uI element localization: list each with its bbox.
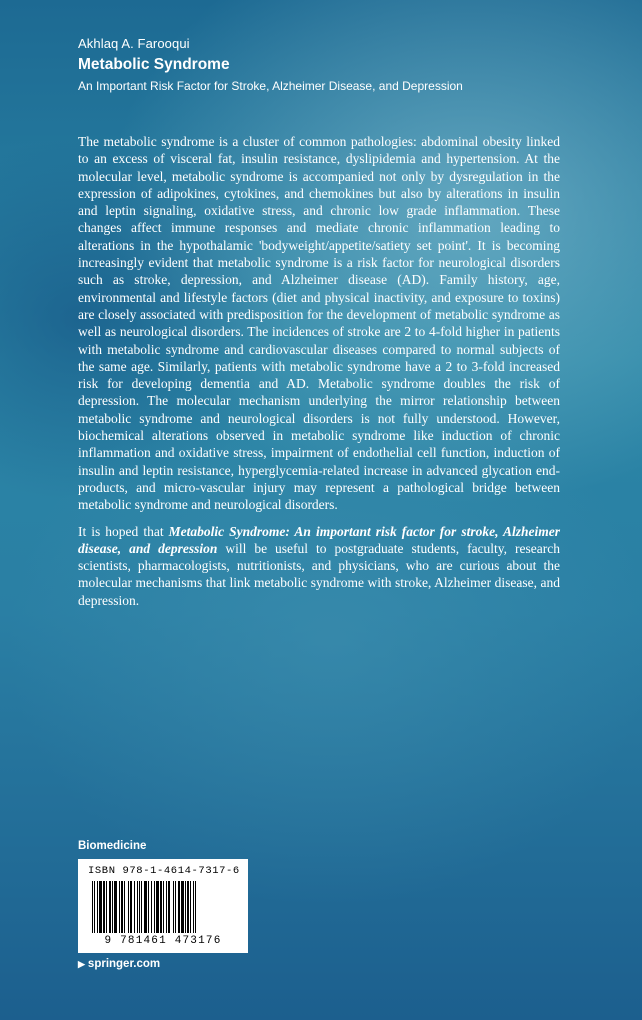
barcode-bar <box>181 881 184 933</box>
barcode-bar <box>148 881 149 933</box>
website-link[interactable] <box>78 958 160 970</box>
barcode-bar <box>128 881 129 933</box>
barcode-bar <box>121 881 123 933</box>
header <box>78 36 463 93</box>
barcode-bar <box>106 881 107 933</box>
description <box>78 133 560 609</box>
paragraph-2-intro: It is hoped that <box>78 523 164 539</box>
barcode-bar <box>103 881 105 933</box>
barcode-bar <box>160 881 162 933</box>
barcode-bar <box>166 881 167 933</box>
barcode-bar <box>92 881 93 933</box>
paragraph-2-book-title: Metabolic Syndrome: An important risk factor for stroke, Alzheimer disease, and depression <box>78 523 560 556</box>
barcode-bar <box>112 881 113 933</box>
website-text: springer.com <box>87 958 161 970</box>
barcode-bar <box>187 881 189 933</box>
description-paragraph-2 <box>78 523 560 609</box>
barcode-bar <box>193 881 194 933</box>
barcode-bar <box>154 881 155 933</box>
barcode-bar <box>109 881 111 933</box>
author-name: Akhlaq A. Farooqui <box>78 36 190 51</box>
description-paragraph-1: The metabolic syndrome is a cluster of common pathologies: abdominal obesity linked to an excess of visceral fat, insulin resistance, dyslipidemia and hypertension. At the molecular level, metabolic syndrome is accompanied not only by dysregulation in the expression of adipokines, cytokines, and chemokines but also by alterations in insulin and leptin signaling, oxidative stress, and chronic low grade inflammation. These changes affect immune responses and mediate chronic inflammation leading to alterations in the hypothalamic 'bodyweight/appetite/satiety set point'. It is becoming increasingly evident that metabolic syndrome is a risk factor for neurological disorders such as stroke, depression, and Alzheimer disease (AD). Family history, age, environmental and lifestyle factors (diet and physical inactivity, and exposure to toxins) are closely associated with predisposition for the development of metabolic syndrome as well as neurological disorders. The incidences of stroke are 2 to 4-fold higher in patients with metabolic syndrome and cardiovascular diseases compared to normal subjects of the same age. Similarly, patients with metabolic syndrome have a 2 to 3-fold increased risk for developing dementia and AD. Metabolic syndrome doubles the risk of depression. The molecular mechanism underlying the mirror relationship between metabolic syndrome and neurological disorders is not fully understood. However, biochemical alterations observed in metabolic syndrome like induction of chronic inflammation and oxidative stress, impairment of endothelial cell function, induction of insulin and leptin resistance, hyperglycemia-related increase in advanced glycation end-products, and micro-vascular injury may represent a pathological bridge between metabolic syndrome and neurological disorders. <box>78 134 560 513</box>
barcode-bar <box>94 881 95 933</box>
barcode-bar <box>139 881 140 933</box>
barcode-bar <box>141 881 142 933</box>
book-subtitle: An Important Risk Factor for Stroke, Alzheimer Disease, and Depression <box>78 79 463 93</box>
book-title: Metabolic Syndrome <box>78 56 230 73</box>
barcode-image <box>92 881 234 933</box>
barcode-bar <box>195 881 196 933</box>
isbn-label: ISBN 978-1-4614-7317-6 <box>88 865 240 877</box>
barcode-bar <box>134 881 135 933</box>
isbn-barcode <box>78 859 248 953</box>
barcode-bar <box>137 881 138 933</box>
barcode-bar <box>99 881 102 933</box>
barcode-bar <box>119 881 120 933</box>
barcode-bar <box>156 881 159 933</box>
barcode-bar <box>190 881 191 933</box>
barcode-bar <box>175 881 176 933</box>
barcode-bar <box>168 881 170 933</box>
series-label: Biomedicine <box>78 840 147 852</box>
barcode-bar <box>178 881 180 933</box>
barcode-bar <box>114 881 117 933</box>
barcode-bar <box>163 881 164 933</box>
barcode-bar <box>130 881 132 933</box>
barcode-bar <box>97 881 98 933</box>
barcode-bar <box>144 881 147 933</box>
barcode-digits: 9 781461 473176 <box>104 935 222 947</box>
barcode-bar <box>151 881 152 933</box>
paragraph-2-rest: will be useful to postgraduate students, faculty, research scientists, pharmacologists, nutritionists, and physicians, who are curious about the molecular mechanisms that link metabolic syndrome with stroke, Alzheimer disease, and depression. <box>78 540 561 608</box>
barcode-bar <box>124 881 125 933</box>
barcode-bar <box>173 881 174 933</box>
arrow-right-icon: ▶ <box>78 958 85 969</box>
barcode-bar <box>185 881 186 933</box>
